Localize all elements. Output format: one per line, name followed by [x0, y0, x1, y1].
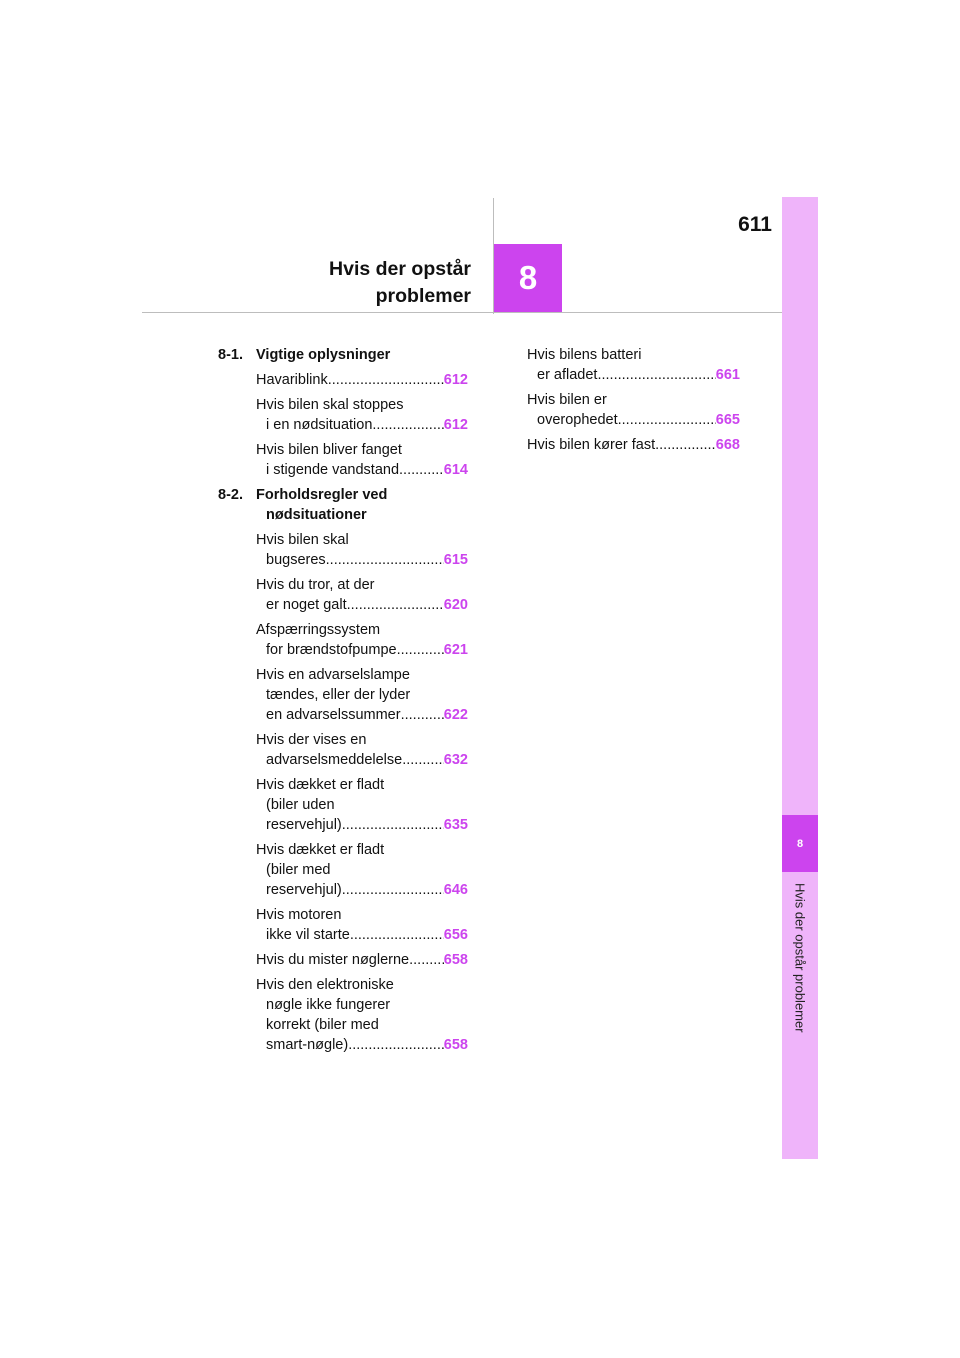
toc-page-link[interactable]: 632 — [443, 752, 468, 768]
chapter-title — [200, 256, 471, 310]
toc-entry-text: Hvis dækket er fladt — [256, 842, 385, 858]
chapter-title-line: Hvis der opstår — [329, 258, 471, 280]
toc-page-link[interactable]: 646 — [443, 882, 468, 898]
toc-entry-text: Hvis bilen skal — [256, 532, 349, 548]
toc-entry-text: Hvis du tror, at der — [256, 577, 375, 593]
toc-entry-text: reservehjul) — [266, 882, 342, 898]
header-divider-horizontal — [142, 312, 782, 313]
dot-leader — [342, 815, 444, 835]
dot-leader — [350, 925, 444, 945]
toc-entry[interactable] — [218, 440, 468, 480]
toc-page-link[interactable]: 658 — [443, 1037, 468, 1053]
toc-page-link[interactable]: 622 — [443, 707, 468, 723]
dot-leader — [326, 550, 444, 570]
toc-entry-text: tændes, eller der lyder — [266, 687, 411, 703]
toc-entry-text: nøgle ikke fungerer — [266, 997, 391, 1013]
chapter-number-box: 8 — [494, 244, 562, 312]
page-number: 611 — [738, 213, 772, 236]
toc-entry[interactable] — [218, 370, 468, 390]
toc-entry-text: i stigende vandstand — [266, 462, 400, 478]
dot-leader — [401, 705, 444, 725]
toc-page-link[interactable]: 612 — [443, 417, 468, 433]
toc-entry-text: i en nødsituation — [266, 417, 373, 433]
toc-entry-text: bugseres — [266, 552, 326, 568]
toc-page-link[interactable]: 615 — [443, 552, 468, 568]
section-title: nødsituationer — [266, 507, 367, 523]
toc-entry-text: Hvis motoren — [256, 907, 342, 923]
toc-entry-text: Hvis bilen er — [527, 392, 607, 408]
toc-entry-text: Hvis dækket er fladt — [256, 777, 385, 793]
dot-leader — [372, 415, 443, 435]
toc-entry-text: Hvis en advarselslampe — [256, 667, 410, 683]
toc-entry-text: Hvis du mister nøglerne — [256, 952, 410, 968]
toc-entry-text: er afladet — [537, 367, 598, 383]
toc-page-link[interactable]: 665 — [715, 412, 740, 428]
toc-entry[interactable] — [218, 975, 468, 1055]
toc-entry-text: Havariblink — [256, 372, 328, 388]
toc-entry[interactable] — [527, 345, 740, 385]
toc-page-link[interactable]: 656 — [443, 927, 468, 943]
toc-page-link[interactable]: 635 — [443, 817, 468, 833]
toc-page-link[interactable]: 658 — [443, 952, 468, 968]
toc-entry[interactable] — [218, 905, 468, 945]
toc-entry-text: Hvis der vises en — [256, 732, 367, 748]
toc-entry[interactable] — [218, 620, 468, 660]
side-tab-label — [787, 883, 813, 1083]
toc-page-link[interactable]: 668 — [715, 437, 740, 453]
toc-entry[interactable] — [218, 530, 468, 570]
toc-entry-text: reservehjul) — [266, 817, 342, 833]
toc-entry-text: for brændstofpumpe — [266, 642, 397, 658]
toc-entry[interactable] — [218, 730, 468, 770]
toc-entry-text: advarselsmeddelelse — [266, 752, 403, 768]
toc-entry-text: ikke vil starte — [266, 927, 350, 943]
dot-leader — [342, 880, 444, 900]
toc-entry[interactable] — [218, 575, 468, 615]
toc-entry[interactable] — [218, 775, 468, 835]
toc-entry[interactable] — [218, 665, 468, 725]
dot-leader — [347, 595, 444, 615]
dot-leader — [348, 1035, 444, 1055]
side-tab-label-text: Hvis der opstår problemer — [792, 883, 808, 1033]
toc-entry-text: overophedet — [537, 412, 618, 428]
toc-entry-text: (biler uden — [266, 797, 335, 813]
section-number: 8-2. — [218, 487, 243, 503]
dot-leader — [655, 435, 716, 455]
dot-leader — [402, 750, 444, 770]
toc-page-link[interactable]: 661 — [715, 367, 740, 383]
section-title: Vigtige oplysninger — [256, 347, 391, 363]
toc-entry-text: Hvis bilens batteri — [527, 347, 642, 363]
chapter-title-line: problemer — [375, 285, 471, 307]
toc-section-heading[interactable] — [218, 485, 468, 525]
toc-entry-text: Hvis den elektroniske — [256, 977, 394, 993]
side-tab-number: 8 — [782, 815, 818, 872]
section-title: Forholdsregler ved — [256, 487, 388, 503]
toc-entry-text: Hvis bilen skal stoppes — [256, 397, 404, 413]
section-number: 8-1. — [218, 347, 243, 363]
dot-leader — [328, 370, 444, 390]
toc-page-link[interactable]: 621 — [443, 642, 468, 658]
toc-section-heading[interactable] — [218, 345, 468, 365]
toc-page-link[interactable]: 612 — [443, 372, 468, 388]
toc-entry-text: korrekt (biler med — [266, 1017, 379, 1033]
toc-entry-text: Hvis bilen bliver fanget — [256, 442, 402, 458]
dot-leader — [618, 410, 716, 430]
toc-column-right — [527, 345, 740, 460]
toc-entry-text: Afspærringssystem — [256, 622, 381, 638]
dot-leader — [409, 950, 444, 970]
toc-entry-text: er noget galt — [266, 597, 347, 613]
dot-leader — [597, 365, 715, 385]
dot-leader — [397, 640, 444, 660]
toc-entry-text: en advarselssummer — [266, 707, 401, 723]
toc-column-left — [218, 345, 468, 1060]
toc-entry[interactable] — [218, 395, 468, 435]
toc-page-link[interactable]: 614 — [443, 462, 468, 478]
toc-entry-text: (biler med — [266, 862, 331, 878]
toc-entry[interactable] — [527, 390, 740, 430]
toc-entry[interactable] — [527, 435, 740, 455]
toc-page-link[interactable]: 620 — [443, 597, 468, 613]
toc-entry[interactable] — [218, 950, 468, 970]
toc-entry-text: smart-nøgle) — [266, 1037, 349, 1053]
toc-entry-text: Hvis bilen kører fast — [527, 437, 656, 453]
dot-leader — [399, 460, 444, 480]
toc-entry[interactable] — [218, 840, 468, 900]
